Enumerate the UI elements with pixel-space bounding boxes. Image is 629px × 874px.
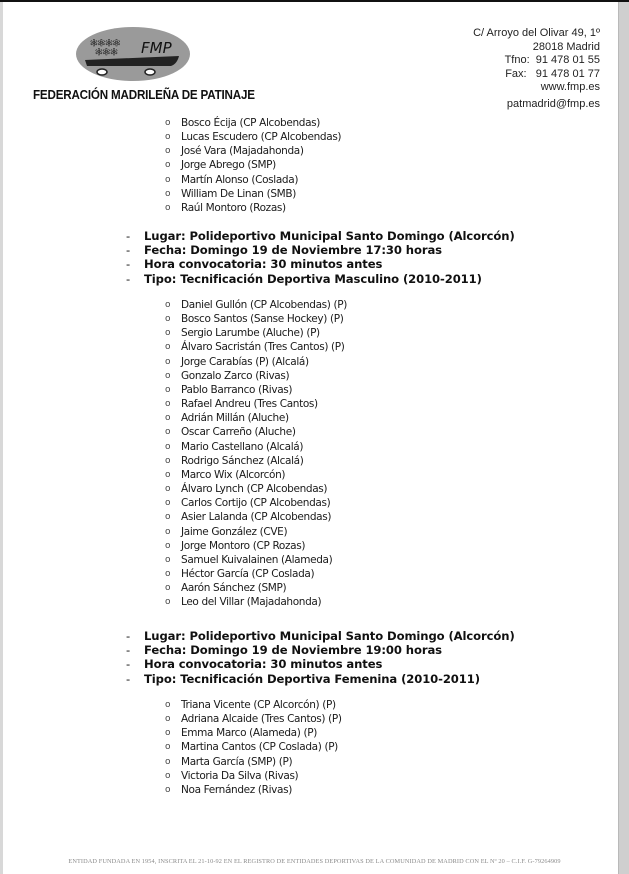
svg-text:✲✲✲: ✲✲✲ xyxy=(95,48,118,58)
circle-bullet-icon: o xyxy=(165,370,171,381)
player-list-item xyxy=(165,712,342,726)
session-info-text: Tipo: Tecnificación Deportiva Femenina (2010-2011) xyxy=(144,671,480,686)
session-info-text: Hora convocatoria: 30 minutos antes xyxy=(144,657,383,672)
circle-bullet-icon: o xyxy=(165,328,171,339)
player-list-item xyxy=(165,726,342,740)
player-name: Triana Vicente (CP Alcorcón) (P) xyxy=(181,699,336,711)
player-list-item xyxy=(165,440,347,454)
player-list-item xyxy=(165,581,347,595)
player-list-item xyxy=(165,769,342,783)
session-info-text: Fecha: Domingo 19 de Noviembre 17:30 horas xyxy=(144,243,442,258)
contact-fax: Fax: 91 478 01 77 xyxy=(505,67,600,80)
logo-wheel-right xyxy=(145,69,155,75)
circle-bullet-icon: o xyxy=(165,583,171,594)
circle-bullet-icon: o xyxy=(165,714,171,725)
player-list-item xyxy=(165,187,341,201)
circle-bullet-icon: o xyxy=(165,498,171,509)
player-name: Lucas Escudero (CP Alcobendas) xyxy=(181,131,342,144)
player-name: Rafael Andreu (Tres Cantos) xyxy=(181,398,318,411)
player-name: Álvaro Sacristán (Tres Cantos) (P) xyxy=(181,341,345,354)
player-list-item xyxy=(165,173,341,187)
player-list-item xyxy=(165,369,347,383)
player-name: Pablo Barranco (Rivas) xyxy=(181,383,293,396)
circle-bullet-icon: o xyxy=(165,202,171,213)
player-name: Bosco Santos (Sanse Hockey) (P) xyxy=(181,313,344,326)
player-list-item xyxy=(165,144,341,158)
contact-block xyxy=(473,27,600,112)
contact-city: 28018 Madrid xyxy=(532,40,600,53)
circle-bullet-icon: o xyxy=(165,427,171,438)
session-info-item xyxy=(126,272,515,286)
circle-bullet-icon: o xyxy=(165,770,171,781)
session-info-masculino xyxy=(126,229,515,286)
player-list-item xyxy=(165,553,347,567)
session-info-text: Lugar: Polideportivo Municipal Santo Domingo (Alcorcón) xyxy=(144,629,515,643)
player-name: Héctor García (CP Coslada) xyxy=(181,567,315,580)
circle-bullet-icon: o xyxy=(165,568,171,579)
circle-bullet-icon: o xyxy=(165,314,171,325)
player-name: Samuel Kuivalainen (Alameda) xyxy=(181,553,333,566)
player-list-item xyxy=(165,312,347,326)
player-name: Adriana Alcaide (Tres Cantos) (P) xyxy=(181,713,342,726)
player-list-item xyxy=(165,510,347,524)
player-name: Bosco Écija (CP Alcobendas) xyxy=(181,117,321,129)
svg-text:✲✲✲✲: ✲✲✲✲ xyxy=(90,39,121,49)
session-info-text: Tipo: Tecnificación Deportiva Masculino (2010-2011) xyxy=(144,271,482,286)
logo-ellipse xyxy=(76,27,190,81)
player-list-item xyxy=(165,355,347,369)
circle-bullet-icon: o xyxy=(165,540,171,551)
logo-wheel-left xyxy=(97,69,107,75)
player-list-item xyxy=(165,454,347,468)
circle-bullet-icon: o xyxy=(165,342,171,353)
circle-bullet-icon: o xyxy=(165,512,171,523)
circle-bullet-icon: o xyxy=(165,356,171,367)
logo-text: FMP xyxy=(141,39,172,57)
dash-bullet-icon: - xyxy=(126,229,131,243)
player-name: Rodrigo Sánchez (Alcalá) xyxy=(181,454,304,467)
session-info-item xyxy=(126,229,515,243)
circle-bullet-icon: o xyxy=(165,384,171,395)
dash-bullet-icon: - xyxy=(126,271,131,286)
session-info-item xyxy=(126,643,515,657)
player-name: Jorge Montoro (CP Rozas) xyxy=(181,539,306,552)
player-list-item xyxy=(165,411,347,425)
circle-bullet-icon: o xyxy=(165,174,171,185)
organization-name: FEDERACIÓN MADRILEÑA DE PATINAJE xyxy=(33,88,255,102)
session-info-item xyxy=(126,657,515,671)
page-left-edge xyxy=(0,2,3,874)
dash-bullet-icon: - xyxy=(126,643,131,658)
dash-bullet-icon: - xyxy=(126,257,131,272)
circle-bullet-icon: o xyxy=(165,132,171,143)
player-name: Victoria Da Silva (Rivas) xyxy=(181,769,299,782)
player-list-item xyxy=(165,482,347,496)
player-list-item xyxy=(165,468,347,482)
player-list-item xyxy=(165,201,341,215)
player-name: Marco Wix (Alcorcón) xyxy=(181,468,286,481)
player-list-item xyxy=(165,158,341,172)
logo-stars-icon xyxy=(90,39,120,58)
player-name: Leo del Villar (Majadahonda) xyxy=(181,596,322,609)
page-top-border xyxy=(0,0,629,2)
dash-bullet-icon: - xyxy=(126,671,131,686)
player-list-item xyxy=(165,539,347,553)
player-list-item xyxy=(165,397,347,411)
session-info-item xyxy=(126,629,515,643)
circle-bullet-icon: o xyxy=(165,700,171,710)
player-list-item xyxy=(165,130,341,144)
player-name: Sergio Larumbe (Aluche) (P) xyxy=(181,327,320,340)
fmp-logo xyxy=(75,26,191,82)
session-info-item xyxy=(126,672,515,686)
contact-web[interactable]: www.fmp.es xyxy=(540,81,600,94)
circle-bullet-icon: o xyxy=(165,413,171,424)
player-name: José Vara (Majadahonda) xyxy=(181,145,304,158)
player-name: Adrián Millán (Aluche) xyxy=(181,412,289,425)
player-name: Gonzalo Zarco (Rivas) xyxy=(181,369,290,382)
player-list-masculino xyxy=(165,298,347,609)
player-list-item xyxy=(165,116,341,130)
session-info-femenina xyxy=(126,629,515,686)
dash-bullet-icon: - xyxy=(126,657,131,672)
circle-bullet-icon: o xyxy=(165,146,171,157)
player-name: Martín Alonso (Coslada) xyxy=(181,173,299,186)
session-info-item xyxy=(126,243,515,257)
circle-bullet-icon: o xyxy=(165,118,171,128)
player-list-item xyxy=(165,567,347,581)
player-name: Carlos Cortijo (CP Alcobendas) xyxy=(181,497,331,510)
player-name: Mario Castellano (Alcalá) xyxy=(181,440,304,453)
player-list-item xyxy=(165,698,342,712)
player-name: Oscar Carreño (Aluche) xyxy=(181,426,296,439)
player-name: William De Linan (SMB) xyxy=(181,187,296,200)
contact-address: C/ Arroyo del Olivar 49, 1º xyxy=(473,27,600,39)
player-list-item xyxy=(165,740,342,754)
player-name: Marta García (SMP) (P) xyxy=(181,755,293,768)
dash-bullet-icon: - xyxy=(126,629,131,643)
player-list-item xyxy=(165,783,342,797)
player-list-femenina xyxy=(165,698,342,797)
session-info-text: Fecha: Domingo 19 de Noviembre 19:00 horas xyxy=(144,643,442,658)
player-name: Noa Fernández (Rivas) xyxy=(181,783,293,796)
player-list-item xyxy=(165,298,347,312)
session-info-item xyxy=(126,257,515,271)
circle-bullet-icon: o xyxy=(165,160,171,171)
player-list-1 xyxy=(165,116,341,215)
player-list-item xyxy=(165,525,347,539)
circle-bullet-icon: o xyxy=(165,597,171,608)
player-name: Emma Marco (Alameda) (P) xyxy=(181,727,317,740)
session-info-text: Lugar: Polideportivo Municipal Santo Domingo (Alcorcón) xyxy=(144,229,515,243)
session-info-text: Hora convocatoria: 30 minutos antes xyxy=(144,257,383,272)
circle-bullet-icon: o xyxy=(165,399,171,410)
player-list-item xyxy=(165,326,347,340)
circle-bullet-icon: o xyxy=(165,455,171,466)
circle-bullet-icon: o xyxy=(165,728,171,739)
circle-bullet-icon: o xyxy=(165,469,171,480)
circle-bullet-icon: o xyxy=(165,300,171,310)
player-name: Aarón Sánchez (SMP) xyxy=(181,582,287,595)
player-list-item xyxy=(165,595,347,609)
player-list-item xyxy=(165,425,347,439)
circle-bullet-icon: o xyxy=(165,441,171,452)
footer-registration: ENTIDAD FUNDADA EN 1954, INSCRITA EL 21-10-92 EN EL REGISTRO DE ENTIDADES DEPORTIVAS DE LA COMUNIDAD DE MADRID CON EL Nº 20 – C.I.F. G-79264909 xyxy=(68,858,561,865)
circle-bullet-icon: o xyxy=(165,756,171,767)
circle-bullet-icon: o xyxy=(165,526,171,537)
player-name: Raúl Montoro (Rozas) xyxy=(181,201,286,214)
player-list-item xyxy=(165,383,347,397)
player-name: Asier Lalanda (CP Alcobendas) xyxy=(181,511,332,524)
player-list-item xyxy=(165,755,342,769)
scrollbar-track[interactable] xyxy=(618,2,629,874)
dash-bullet-icon: - xyxy=(126,243,131,258)
contact-email[interactable]: patmadrid@fmp.es xyxy=(506,97,600,110)
player-name: Daniel Gullón (CP Alcobendas) (P) xyxy=(181,299,348,311)
circle-bullet-icon: o xyxy=(165,742,171,753)
player-name: Jorge Abrego (SMP) xyxy=(181,159,276,172)
player-name: Jaime González (CVE) xyxy=(181,525,288,538)
circle-bullet-icon: o xyxy=(165,554,171,565)
contact-phone: Tfno: 91 478 01 55 xyxy=(504,54,600,67)
circle-bullet-icon: o xyxy=(165,784,171,795)
player-name: Martina Cantos (CP Coslada) (P) xyxy=(181,741,338,754)
circle-bullet-icon: o xyxy=(165,484,171,495)
player-name: Jorge Carabías (P) (Alcalá) xyxy=(181,355,309,368)
circle-bullet-icon: o xyxy=(165,188,171,199)
player-list-item xyxy=(165,496,347,510)
player-name: Álvaro Lynch (CP Alcobendas) xyxy=(181,483,328,496)
player-list-item xyxy=(165,340,347,354)
